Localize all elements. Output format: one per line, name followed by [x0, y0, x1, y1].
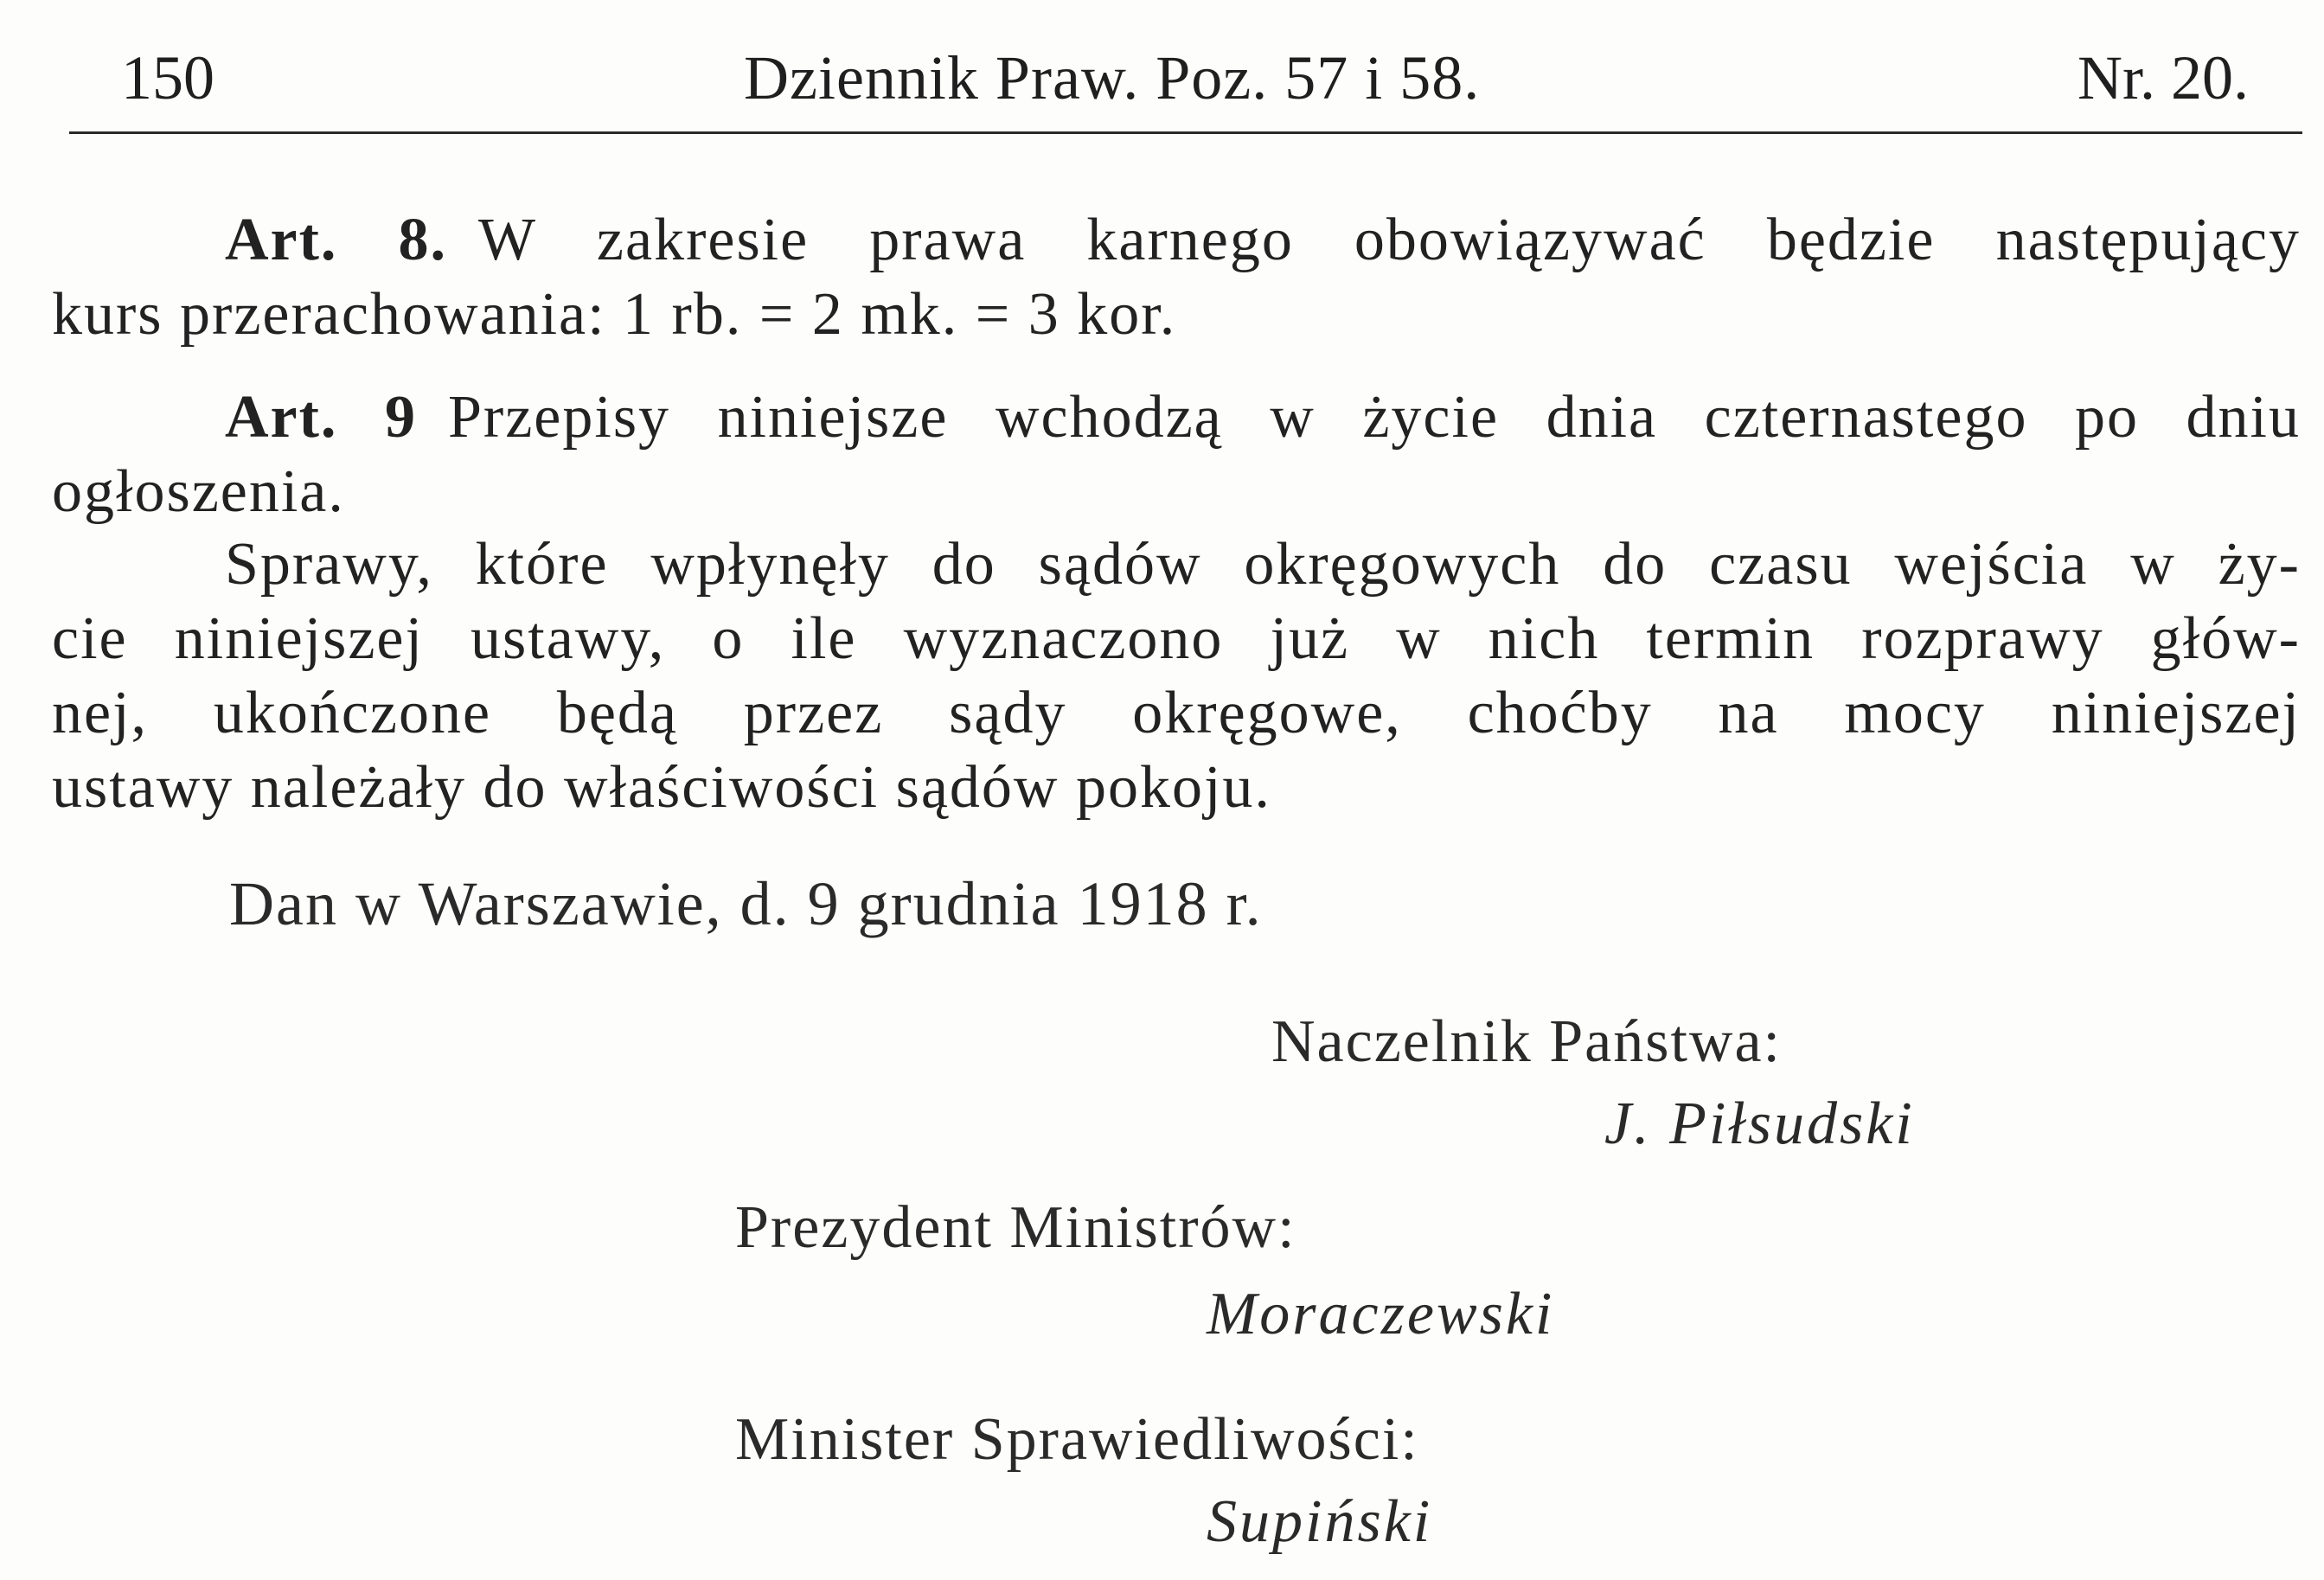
- running-header: [69, 35, 2249, 121]
- paragraph-line-1: Sprawy, które wpłynęły do sądów okręgowych do czasu wejścia w ży-: [225, 531, 2301, 598]
- signature-name-prime-minister: Moraczewski: [1207, 1281, 1555, 1347]
- article-8-line-2: kurs przerachowania: 1 rb. = 2 mk. = 3 kor.: [52, 281, 1177, 348]
- header-rule: [69, 131, 2302, 134]
- paragraph-line-4: ustawy należały do właściwości sądów pokoju.: [52, 754, 1271, 821]
- signature-role-head-of-state: Naczelnik Państwa:: [1271, 1008, 1782, 1075]
- paragraph-line-3: nej, ukończone będą przez sądy okręgowe, choćby na mocy niniejszej: [52, 680, 2301, 746]
- signature-name-justice-minister: Supiński: [1207, 1488, 1433, 1555]
- paragraph-line-2: cie niniejszej ustawy, o ile wyznaczono już w nich termin rozprawy głów-: [52, 605, 2301, 672]
- article-8-line-1: [52, 203, 2301, 278]
- signature-role-prime-minister: Prezydent Ministrów:: [735, 1194, 1296, 1261]
- transition-paragraph: [52, 528, 2301, 825]
- article-8-text-1: W zakresie prawa karnego obowiązywać będzie następujący: [478, 207, 2301, 273]
- signature-role-justice-minister: Minister Sprawiedliwości:: [735, 1406, 1419, 1473]
- issue-number: Nr. 20.: [2078, 43, 2249, 112]
- journal-title: Dziennik Praw. Poz. 57 i 58.: [744, 43, 1481, 112]
- article-9-line-1: [52, 381, 2301, 455]
- article-9: [52, 381, 2301, 529]
- article-8: [52, 203, 2301, 352]
- date-place-line: Dan w Warszawie, d. 9 grudnia 1918 r.: [229, 869, 1263, 938]
- article-8-label: Art. 8.: [225, 207, 448, 273]
- page-number: 150: [121, 43, 214, 112]
- article-9-label: Art. 9: [225, 384, 417, 451]
- article-9-text-1: Przepisy niniejsze wchodzą w życie dnia czternastego po dniu: [447, 384, 2301, 451]
- article-9-line-2: ogłoszenia.: [52, 458, 345, 525]
- signature-name-head-of-state: J. Piłsudski: [1604, 1091, 1915, 1157]
